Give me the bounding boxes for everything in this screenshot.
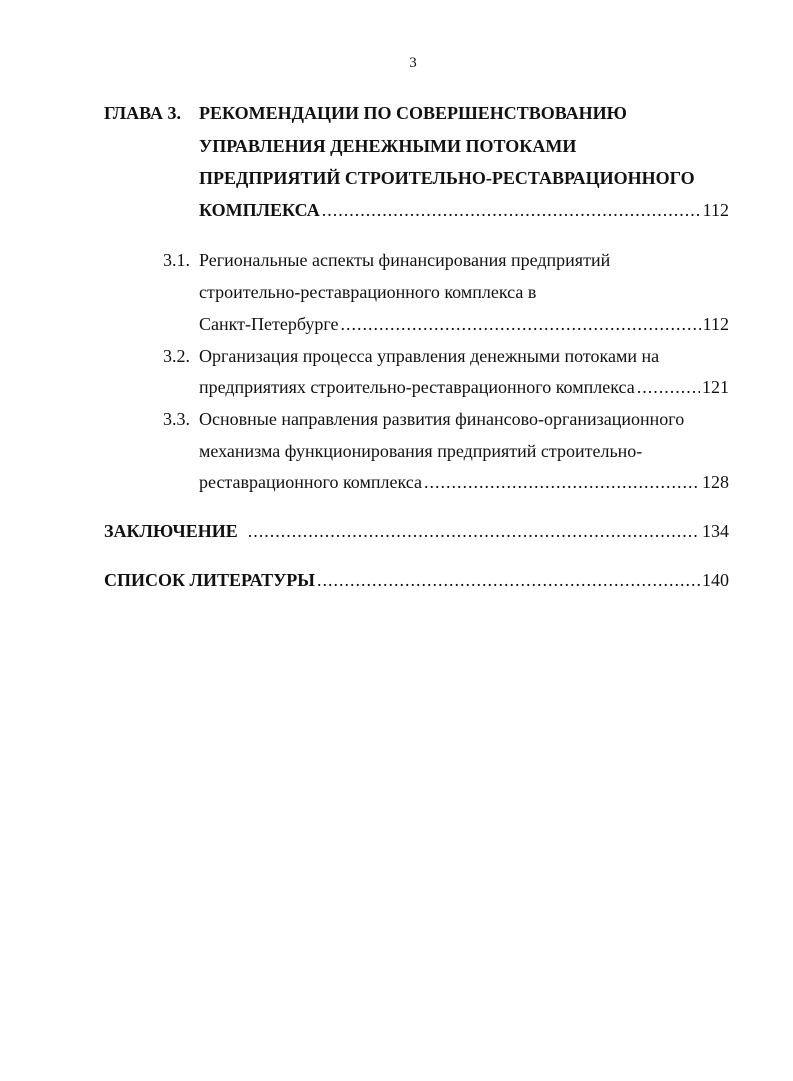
section-title-line-1: Организация процесса управления денежными потоками на bbox=[199, 346, 660, 366]
section-title-last: предприятиях строительно-реставрационного комплекса bbox=[199, 377, 635, 397]
section-number: 3.2. bbox=[163, 346, 190, 366]
chapter-title-line-2: УПРАВЛЕНИЯ ДЕНЕЖНЫМИ ПОТОКАМИ bbox=[199, 136, 577, 156]
chapter-title-last: КОМПЛЕКСА bbox=[199, 200, 320, 220]
section-page: 121 bbox=[702, 377, 729, 397]
section-title-line-2: механизма функционирования предприятий строительно- bbox=[199, 441, 643, 461]
chapter-title-line-4 bbox=[199, 199, 729, 221]
section-page: 112 bbox=[702, 314, 729, 334]
section-title-line-2 bbox=[199, 376, 729, 398]
dot-leader bbox=[317, 569, 700, 591]
section-title-line-3 bbox=[199, 313, 729, 335]
section-title-line-3 bbox=[199, 471, 729, 493]
bibliography-title: СПИСОК ЛИТЕРАТУРЫ bbox=[104, 570, 315, 590]
dot-leader bbox=[340, 313, 700, 335]
dot-leader bbox=[637, 376, 700, 398]
page-number: 3 bbox=[409, 55, 417, 71]
bibliography-page: 140 bbox=[702, 570, 729, 590]
section-number: 3.1. bbox=[163, 250, 190, 270]
dot-leader bbox=[424, 471, 700, 493]
conclusion-title: ЗАКЛЮЧЕНИЕ bbox=[104, 521, 238, 541]
section-title-line-1: Региональные аспекты финансирования предприятий bbox=[199, 250, 611, 270]
dot-leader bbox=[248, 520, 700, 542]
section-number: 3.3. bbox=[163, 409, 190, 429]
section-page: 128 bbox=[702, 472, 729, 492]
conclusion-page: 134 bbox=[702, 521, 729, 541]
section-title-line-1: Основные направления развития финансово-организационного bbox=[199, 409, 685, 429]
section-title-last: реставрационного комплекса bbox=[199, 472, 422, 492]
chapter-page: 112 bbox=[702, 200, 729, 220]
chapter-title-line-3: ПРЕДПРИЯТИЙ СТРОИТЕЛЬНО-РЕСТАВРАЦИОННОГО bbox=[199, 168, 695, 188]
dot-leader bbox=[322, 199, 701, 221]
section-title-line-2: строительно-реставрационного комплекса в bbox=[199, 282, 537, 302]
toc-conclusion[interactable] bbox=[104, 520, 729, 542]
section-title-last: Санкт-Петербурге bbox=[199, 314, 339, 334]
chapter-label: ГЛАВА 3. bbox=[104, 103, 182, 123]
chapter-title-line-1: РЕКОМЕНДАЦИИ ПО СОВЕРШЕНСТВОВАНИЮ bbox=[199, 103, 627, 123]
toc-bibliography[interactable] bbox=[104, 569, 729, 591]
